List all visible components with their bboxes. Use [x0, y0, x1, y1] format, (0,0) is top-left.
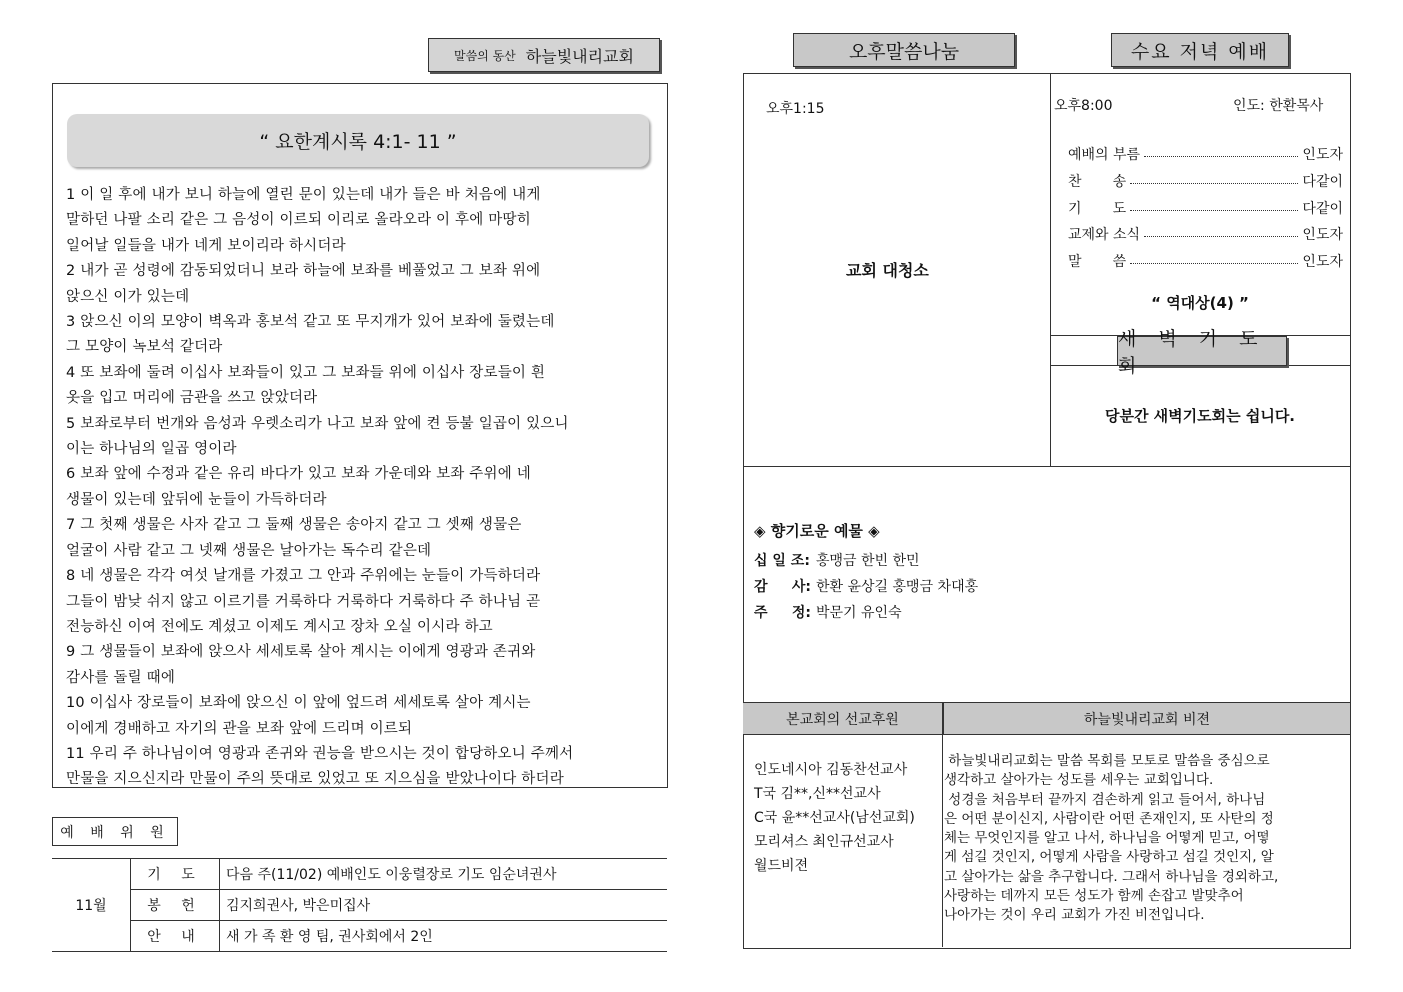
verse-line: 8 네 생물은 각각 여섯 날개를 가졌고 그 안과 주위에는 눈들이 가득하더라	[66, 568, 541, 585]
verse-line: 일어날 일들을 내가 네게 보이리라 하시더라	[66, 237, 346, 254]
verse-line: 10 이십사 장로들이 보좌에 앉으신 이 앞에 엎드려 세세토록 살아 계시는	[66, 695, 531, 712]
month-cell: 11월	[52, 859, 131, 952]
verse-line: 전능하신 이여 전에도 계셨고 이제도 계시고 장차 오실 이시라 하고	[66, 618, 493, 635]
order-item-by: 인도자	[1302, 227, 1343, 243]
verse-line: 이에게 경배하고 자기의 관을 보좌 앞에 드리며 이르되	[66, 720, 413, 737]
missions-list	[754, 758, 915, 878]
leader-dots	[1144, 156, 1298, 157]
verse-line: 앉으신 이가 있는데	[66, 288, 190, 305]
order-item	[1068, 251, 1343, 271]
vision-line: 사랑하는 데까지 모든 성도가 함께 손잡고 발맞추어	[944, 888, 1244, 905]
verse-line: 3 앉으신 이의 모양이 벽옥과 홍보석 같고 또 무지개가 있어 보좌에 둘렸는데	[66, 314, 555, 331]
scripture-title: “ 요한계시록 4:1- 11 ”	[67, 114, 649, 167]
divider	[743, 466, 1350, 467]
order-item-by: 다같이	[1302, 174, 1343, 190]
verse-line: 그 모양이 녹보석 같더라	[66, 339, 223, 356]
detail-cell: 다음 주(11/02) 예배인도 이웅렬장로 기도 임순녀권사	[220, 859, 668, 890]
role-cell: 안 내	[131, 921, 220, 952]
order-item	[1068, 171, 1343, 191]
table-row	[52, 890, 667, 921]
worship-committee-label: 예 배 위 원	[52, 817, 178, 846]
detail-cell: 새 가 족 환 영 팀, 권사회에서 2인	[220, 921, 668, 952]
wednesday-time: 오후8:00	[1054, 98, 1113, 114]
order-item-name: 기 도	[1068, 201, 1127, 217]
order-item-name: 찬 송	[1068, 174, 1127, 190]
leader-dots	[1130, 263, 1298, 264]
offering-label: 감 사:	[754, 579, 812, 595]
verse-line: 11 우리 주 하나님이여 영광과 존귀와 권능을 받으시는 것이 합당하오니 주께서	[66, 745, 574, 762]
offering-row	[754, 602, 902, 622]
offering-title: ◈ 향기로운 예물 ◈	[754, 522, 880, 540]
list-item: C국 윤**선교사(남선교회)	[754, 810, 915, 826]
order-item	[1068, 198, 1343, 218]
verse-line: 말하던 나팔 소리 같은 그 음성이 이르되 이리로 올라오라 이 후에 마땅히	[66, 212, 531, 229]
missions-header: 본교회의 선교후원	[743, 702, 942, 735]
offering-names: 박문기 유인숙	[816, 605, 902, 621]
afternoon-time: 오후1:15	[766, 101, 825, 117]
afternoon-sharing-tab: 오후말씀나눔	[793, 33, 1015, 67]
table-row	[52, 921, 667, 952]
church-brand-box	[428, 38, 660, 72]
afternoon-activity: 교회 대청소	[846, 261, 929, 280]
vision-line: 체는 무엇인지를 알고 나서, 하나님을 어떻게 믿고, 어떻	[944, 830, 1270, 847]
dawn-prayer-tab: 새 벽 기 도 회	[1117, 336, 1287, 366]
offering-label: 십 일 조:	[754, 553, 810, 569]
dawn-prayer-notice: 당분간 새벽기도회는 쉽니다.	[1104, 407, 1296, 425]
order-item-name: 교제와 소식	[1068, 227, 1141, 243]
leader-dots	[1130, 210, 1298, 211]
order-item-by: 인도자	[1302, 254, 1343, 270]
detail-cell: 김지희권사, 박은미집사	[220, 890, 668, 921]
wednesday-leader: 인도: 한환목사	[1233, 98, 1324, 114]
order-item	[1068, 144, 1343, 164]
offering-names: 홍맹금 한빈 한민	[816, 553, 920, 569]
verse-line: 2 내가 곧 성령에 감동되었더니 보라 하늘에 보좌를 베풀었고 그 보좌 위에	[66, 263, 541, 280]
offering-names: 한환 윤상길 홍맹금 차대홍	[816, 579, 979, 595]
verse-line: 4 또 보좌에 둘려 이십사 보좌들이 있고 그 보좌들 위에 이십사 장로들이 흰	[66, 364, 546, 381]
verse-line: 1 이 일 후에 내가 보니 하늘에 열린 문이 있는데 내가 들은 바 처음에 내게	[66, 187, 541, 203]
list-item: 모리셔스 최인규선교사	[754, 834, 894, 850]
list-item: 월드비젼	[754, 858, 809, 874]
verse-line: 5 보좌로부터 번개와 음성과 우렛소리가 나고 보좌 앞에 켠 등불 일곱이 있으니	[66, 415, 569, 432]
wednesday-service-tab: 수요 저녁 예배	[1111, 33, 1289, 67]
vision-line: 하늘빛내리교회는 말씀 목회를 모토로 말씀을 중심으로	[944, 753, 1270, 769]
vision-line: 나아가는 것이 우리 교회가 가진 비전입니다.	[944, 907, 1205, 924]
vision-header: 하늘빛내리교회 비젼	[943, 702, 1350, 735]
leader-dots	[1144, 236, 1298, 237]
verse-line: 6 보좌 앞에 수정과 같은 유리 바다가 있고 보좌 가운데와 보좌 주위에 네	[66, 466, 531, 483]
vision-line: 생각하고 살아가는 성도를 세우는 교회입니다.	[944, 772, 1214, 789]
verse-line: 만물을 지으신지라 만물이 주의 뜻대로 있었고 또 지으심을 받았나이다 하더라	[66, 771, 564, 788]
order-item	[1068, 224, 1343, 244]
order-item-name: 말 씀	[1068, 254, 1127, 270]
verse-line: 감사를 돌릴 때에	[66, 669, 176, 686]
vision-text	[944, 752, 1346, 926]
vision-line: 성경을 처음부터 끝까지 겸손하게 읽고 들어서, 하나님	[944, 791, 1266, 808]
order-item-name: 예배의 부름	[1068, 147, 1141, 163]
order-item-by: 다같이	[1302, 201, 1343, 217]
role-cell: 봉 헌	[131, 890, 220, 921]
leader-dots	[1130, 183, 1298, 184]
offering-label: 주 정:	[754, 605, 812, 621]
divider	[942, 702, 943, 947]
verse-line: 얼굴이 사람 같고 그 넷째 생물은 날아가는 독수리 같은데	[66, 542, 432, 559]
vision-line: 고 살아가는 삶을 추구합니다. 그래서 하나님을 경외하고,	[944, 868, 1279, 885]
verse-line: 이는 하나님의 일곱 영이라	[66, 441, 237, 458]
table-row	[52, 859, 667, 890]
offering-row	[754, 550, 920, 570]
verse-line: 9 그 생물들이 보좌에 앉으사 세세토록 살아 계시는 이에게 영광과 존귀와	[66, 644, 536, 661]
offering-row	[754, 576, 978, 596]
sermon-title: “ 역대상(4) ”	[1151, 294, 1249, 312]
list-item: 인도네시아 김동찬선교사	[754, 762, 908, 778]
role-cell: 기 도	[131, 859, 220, 890]
order-item-by: 인도자	[1302, 147, 1343, 163]
list-item: T국 김**,신**선교사	[754, 786, 881, 802]
verse-line: 그들이 밤낮 쉬지 않고 이르기를 거룩하다 거룩하다 거룩하다 주 하나님 곧	[66, 593, 541, 610]
church-motto: 말씀의 동산	[454, 48, 516, 63]
church-name: 하늘빛내리교회	[525, 46, 634, 66]
vision-line: 게 섬길 것인지, 어떻게 사람을 사랑하고 섬길 것인지, 알	[944, 849, 1274, 866]
vision-line: 은 어떤 분이신지, 사람이란 어떤 존재인지, 또 사탄의 정	[944, 810, 1274, 827]
worship-committee-table	[52, 858, 667, 952]
verse-line: 생물이 있는데 앞뒤에 눈들이 가득하더라	[66, 491, 327, 508]
scripture-text	[66, 183, 666, 793]
verse-line: 7 그 첫째 생물은 사자 같고 그 둘째 생물은 송아지 같고 그 셋째 생물은	[66, 517, 522, 534]
verse-line: 옷을 입고 머리에 금관을 쓰고 앉았더라	[66, 390, 318, 407]
